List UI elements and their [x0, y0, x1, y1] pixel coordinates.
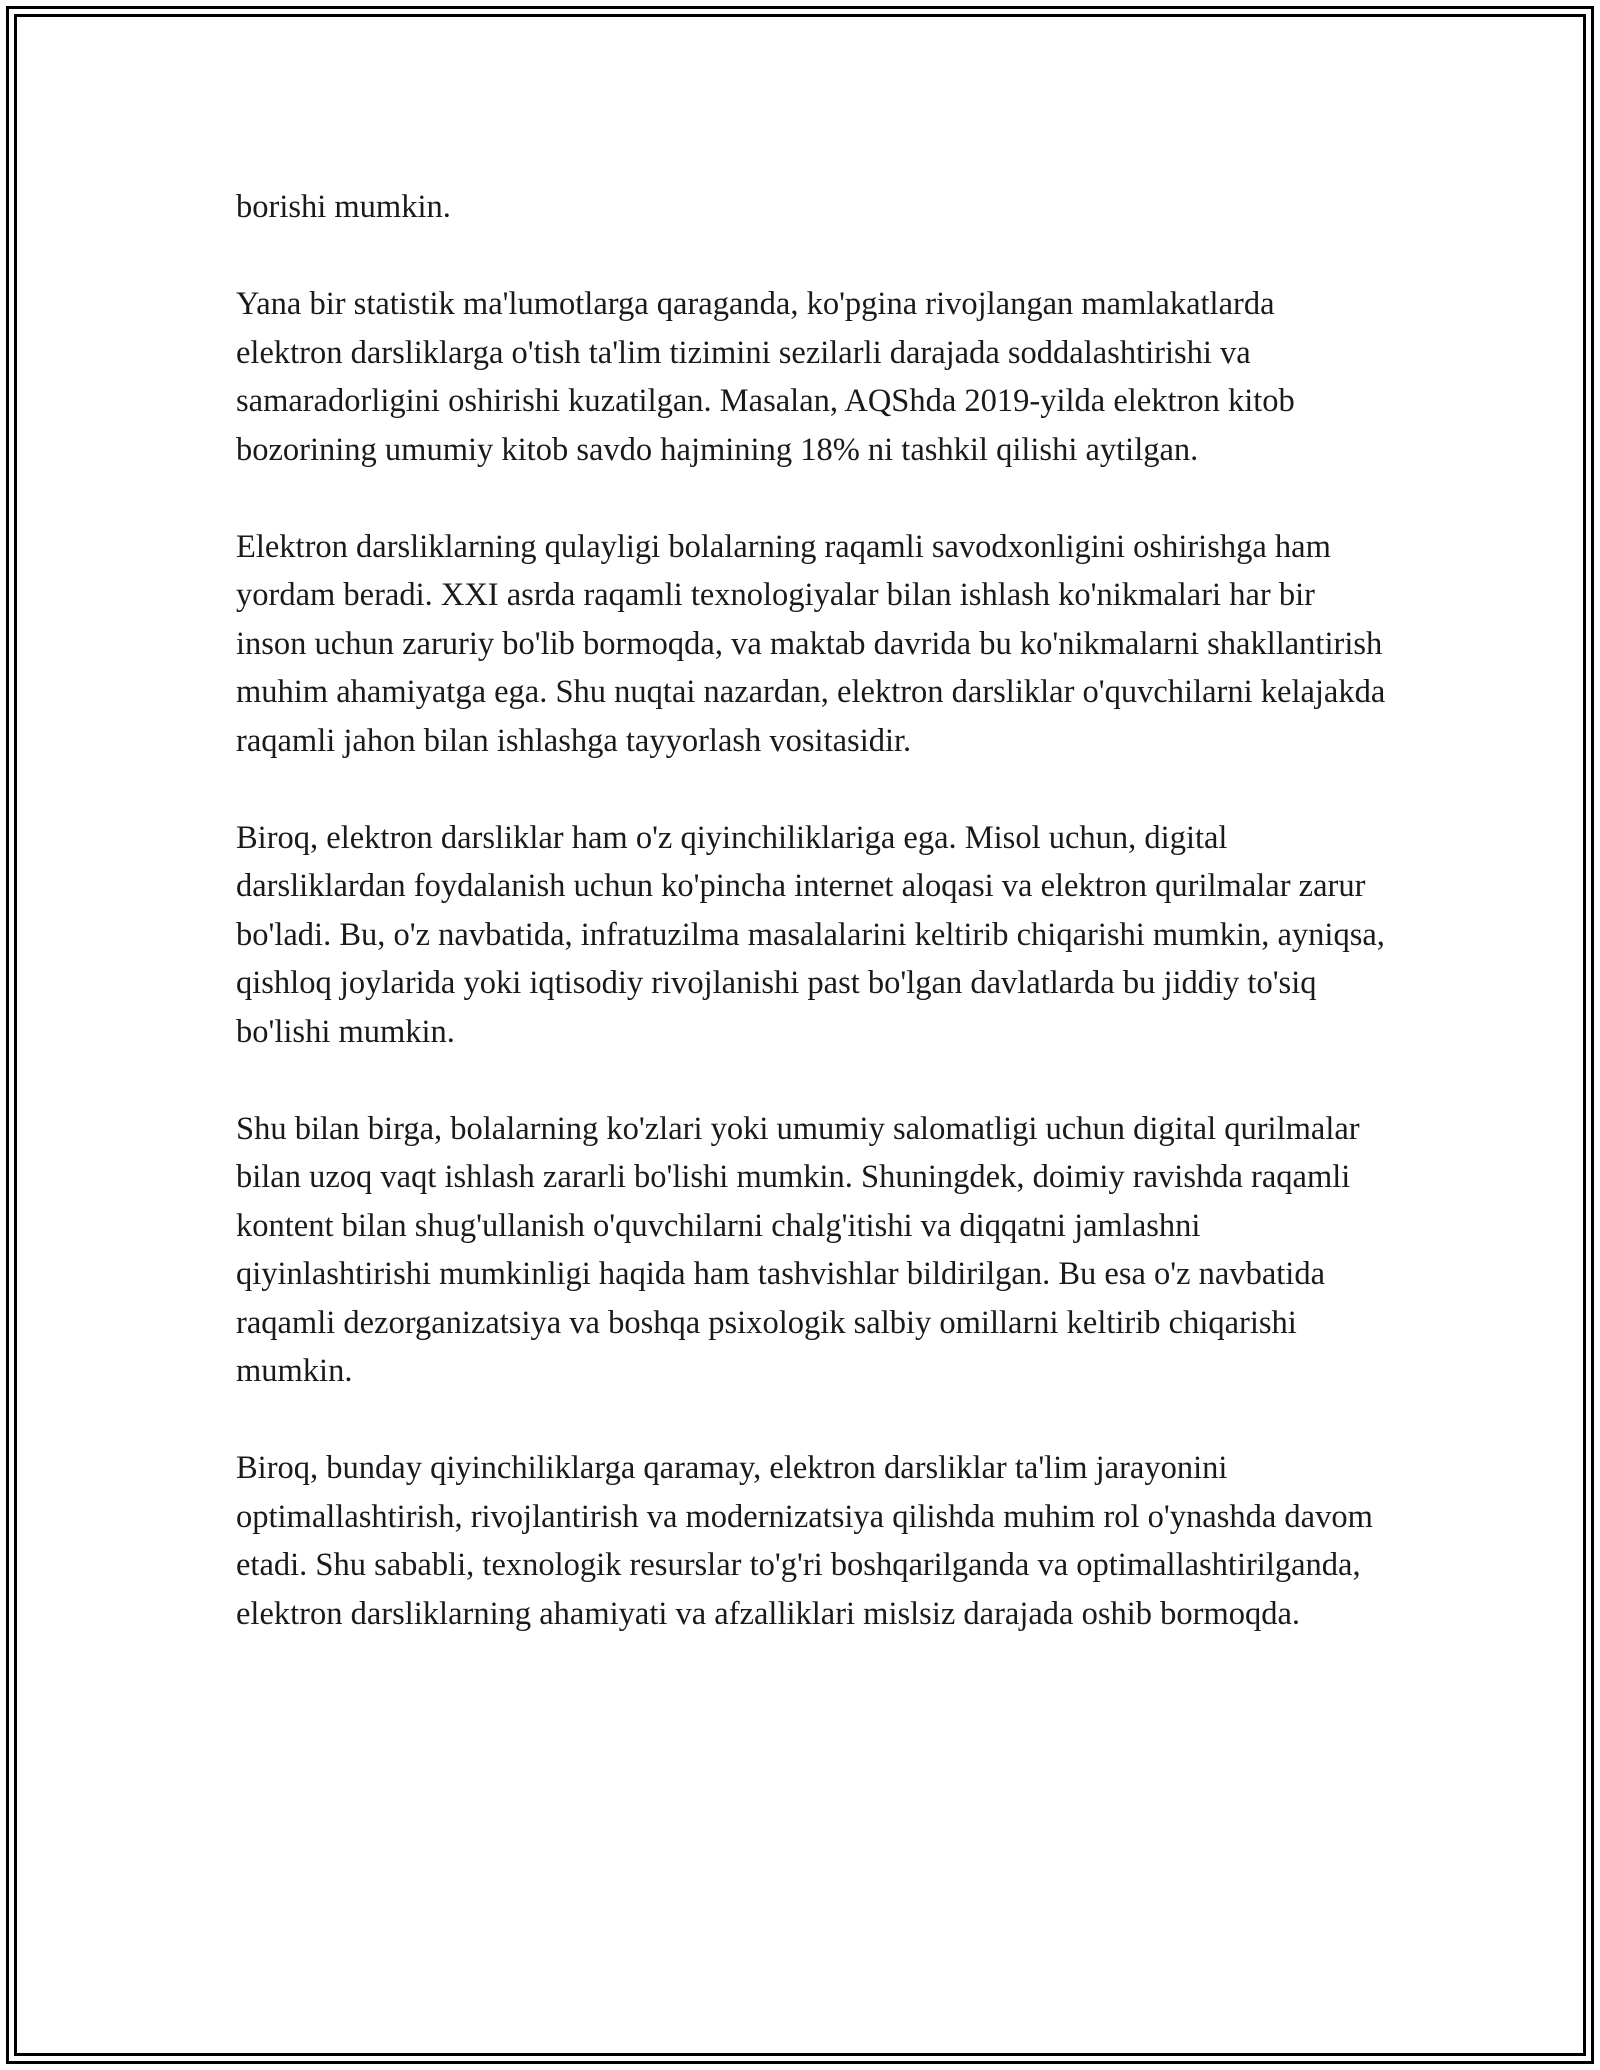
- paragraph-challenges: Biroq, elektron darsliklar ham o'z qiyinchiliklariga ega. Misol uchun, digital darsliklardan foydalanish uchun ko'pincha internet aloqasi va elektron qurilmalar zarur bo'ladi. Bu, o'z navbatida, infratuzilma masalalarini keltirib chiqarishi mumkin, ayniqsa, qishloq joylarida yoki iqtisodiy rivojlanishi past bo'lgan davlatlarda bu jiddiy to'siq bo'lishi mumkin.: [236, 819, 1385, 1050]
- paragraph-digital-literacy: Elektron darsliklarning qulayligi bolalarning raqamli savodxonligini oshirishga ham yordam beradi. XXI asrda raqamli texnologiyalar bilan ishlash ko'nikmalari har bir inson uchun zaruriy bo'lib bormoqda, va maktab davrida bu ko'nikmalarni shakllantirish muhim ahamiyatga ega. Shu nuqtai nazardan, elektron darsliklar o'quvchilarni kelajakda raqamli jahon bilan ishlashga tayyorlash vositasidir.: [236, 528, 1386, 759]
- paragraph-health-concerns: Shu bilan birga, bolalarning ko'zlari yoki umumiy salomatligi uchun digital qurilmalar bilan uzoq vaqt ishlash zararli bo'lishi mumkin. Shuningdek, doimiy ravishda raqamli kontent bilan shug'ullanish o'quvchilarni chalg'itishi va diqqatni jamlashni qiyinlashtirishi mumkinligi haqida ham tashvishlar bildirilgan. Bu esa o'z navbatida raqamli dezorganizatsiya va boshqa psixologik salbiy omillarni keltirib chiqarishi mumkin.: [236, 1110, 1360, 1389]
- paragraph-continuation: borishi mumkin.: [236, 189, 451, 225]
- paragraph-statistics: Yana bir statistik ma'lumotlarga qaraganda, ko'pgina rivojlangan mamlakatlarda elektron darsliklarga o'tish ta'lim tizimini sezilarli darajada soddalashtirishi va samaradorligini oshirishi kuzatilgan. Masalan, AQShda 2019-yilda elektron kitob bozorining umumiy kitob savdo hajmining 18% ni tashkil qilishi aytilgan.: [236, 286, 1295, 468]
- document-body: [236, 183, 1386, 1687]
- paragraph-conclusion: Biroq, bunday qiyinchiliklarga qaramay, elektron darsliklar ta'lim jarayonini optimallashtirish, rivojlantirish va modernizatsiya qilishda muhim rol o'ynashda davom etadi. Shu sababli, texnologik resurslar to'g'ri boshqarilganda va optimallashtirilganda, elektron darsliklarning ahamiyati va afzalliklari mislsiz darajada oshib bormoqda.: [236, 1450, 1373, 1632]
